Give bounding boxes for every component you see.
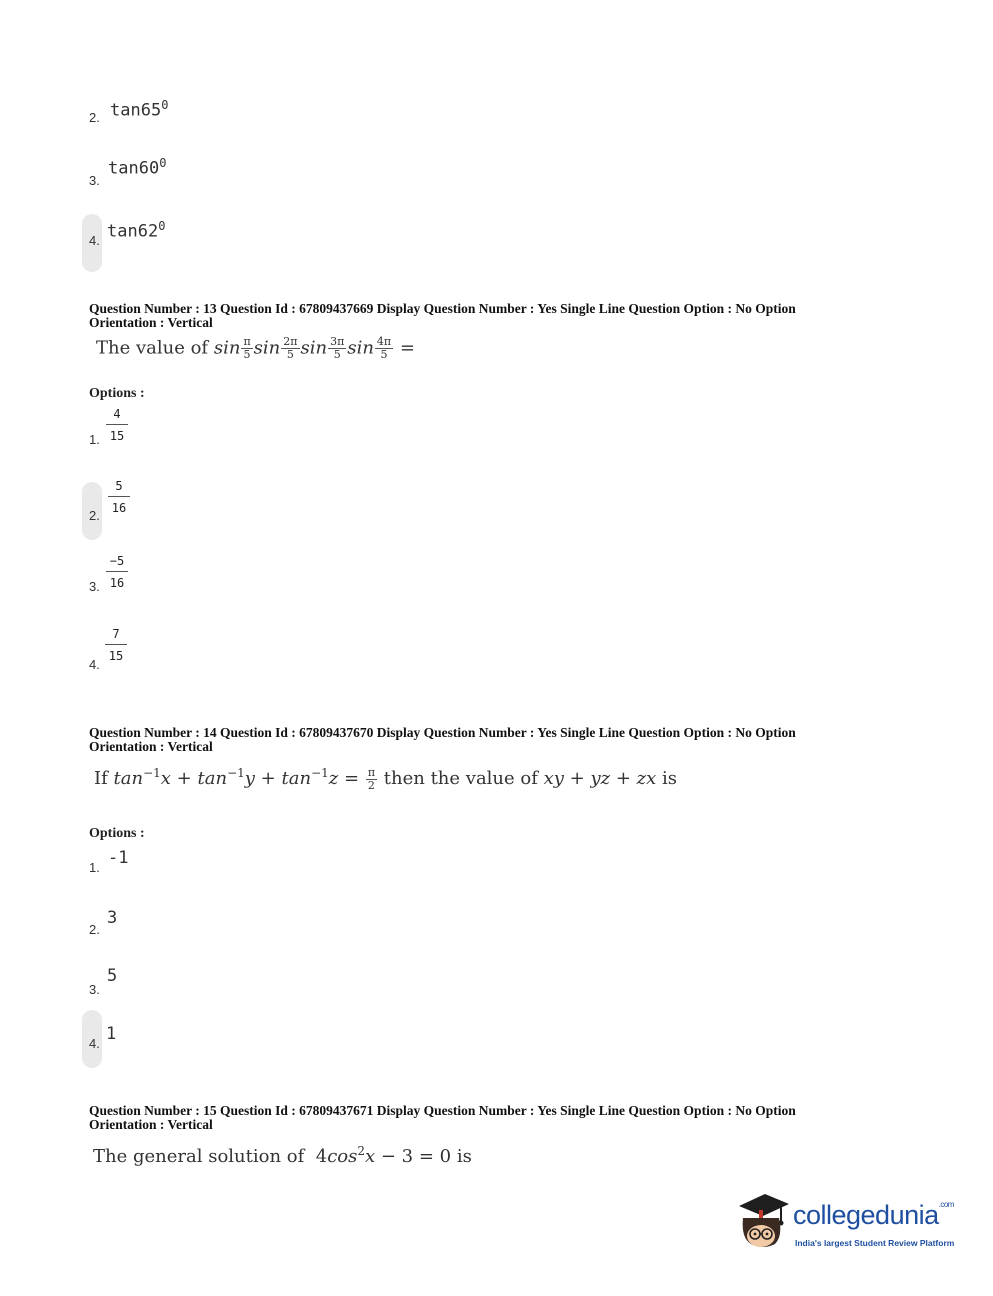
collegedunia-logo[interactable] xyxy=(735,1188,965,1258)
q12-option-2-number: 2. xyxy=(89,110,100,125)
q13-fraction-1: $\frac{\pi}{5}$ xyxy=(243,335,251,361)
q13-option-1[interactable]: 4 15 xyxy=(106,407,128,443)
q14-option-1-number: 1. xyxy=(89,860,100,875)
q12-option-4-value: tan62 xyxy=(107,221,159,242)
q14-meta-line2: Orientation : Vertical xyxy=(89,739,213,754)
q14-tan-3: tan xyxy=(281,768,312,789)
q13-option-1-number: 1. xyxy=(89,432,100,447)
q14-option-2[interactable]: 3 xyxy=(107,908,118,928)
q13-question-text: The value of xyxy=(96,337,209,359)
q14-tan-2: tan xyxy=(197,768,228,789)
logo-name: collegedunia xyxy=(793,1200,939,1230)
q14-question: If $\tan^{-1}x + \tan^{-1}y + \tan^{-1}z$ = $\frac{\pi}{2}$ then the value of xy + yz + zx is xyxy=(94,765,678,792)
q14-pi-over-2: $\frac{\pi}{2}$ xyxy=(367,765,376,792)
q13-option-2[interactable]: 5 16 xyxy=(108,479,130,515)
q13-sin-1: sin xyxy=(213,337,241,359)
q13-sin-2: sin xyxy=(253,337,281,359)
q14-option-3[interactable]: 5 xyxy=(107,966,118,986)
q12-option-2-superscript: 0 xyxy=(161,98,169,112)
q14-option-4[interactable]: 1 xyxy=(106,1024,117,1044)
q12-option-2-value: tan65 xyxy=(110,100,162,121)
q13-options-label: Options : xyxy=(89,386,145,401)
q13-option-3-number: 3. xyxy=(89,579,100,594)
q13-equals: = xyxy=(399,337,415,359)
q14-meta xyxy=(89,726,796,754)
q14-option-1[interactable]: -1 xyxy=(108,848,129,868)
q14-option-3-number: 3. xyxy=(89,982,100,997)
q13-option-2-number: 2. xyxy=(89,508,100,523)
q12-option-4-superscript: 0 xyxy=(158,219,166,233)
q13-sin-4: sin xyxy=(347,337,374,359)
q14-expression: xy + yz + zx xyxy=(543,768,657,789)
q12-option-3-text[interactable] xyxy=(108,156,166,179)
mascot-icon xyxy=(735,1188,791,1254)
q13-meta-line1: Question Number : 13 Question Id : 67809437669 Display Question Number : Yes Single Line Question Option : No Option xyxy=(89,301,796,316)
q15-cos: cos xyxy=(327,1146,358,1167)
q13-fraction-3: $\frac{3\pi}{5}$ xyxy=(330,335,345,361)
q14-then-text: then the value of xyxy=(383,768,538,789)
q13-option-4-number: 4. xyxy=(89,657,100,672)
q15-meta xyxy=(89,1104,796,1132)
q13-sin-3: sin xyxy=(300,337,328,359)
q15-question: The general solution of $4\cos^2x - 3 = 0$ is xyxy=(93,1144,472,1167)
q13-fraction-4: $\frac{4\pi}{5}$ xyxy=(376,335,392,361)
q12-option-4-text[interactable] xyxy=(107,219,165,242)
q14-meta-line1: Question Number : 14 Question Id : 67809437670 Display Question Number : Yes Single Line Question Option : No Option xyxy=(89,725,796,740)
q14-option-4-number: 4. xyxy=(89,1036,100,1051)
q13-meta xyxy=(89,302,796,330)
logo-tagline: India's largest Student Review Platform xyxy=(795,1238,955,1248)
q13-option-4[interactable]: 7 15 xyxy=(105,627,127,663)
q15-meta-line2: Orientation : Vertical xyxy=(89,1117,213,1132)
q14-if: If xyxy=(94,768,108,789)
q12-option-3-number: 3. xyxy=(89,173,100,188)
q13-meta-line2: Orientation : Vertical xyxy=(89,315,213,330)
q14-options-label: Options : xyxy=(89,826,145,841)
q14-option-2-number: 2. xyxy=(89,922,100,937)
q13-question xyxy=(96,336,415,361)
q12-option-2-text[interactable] xyxy=(110,98,168,121)
q15-question-text: The general solution of xyxy=(93,1146,305,1167)
q13-fraction-2: $\frac{2\pi}{5}$ xyxy=(283,335,298,361)
logo-wordmark xyxy=(793,1200,954,1231)
logo-com: .com xyxy=(938,1200,954,1209)
q14-tan-1: tan xyxy=(113,768,144,789)
q13-option-3[interactable]: −5 16 xyxy=(106,554,128,590)
q12-option-3-value: tan60 xyxy=(108,158,160,179)
q12-option-3-superscript: 0 xyxy=(159,156,167,170)
q12-option-4-number: 4. xyxy=(89,233,100,248)
q15-meta-line1: Question Number : 15 Question Id : 67809437671 Display Question Number : Yes Single Line Question Option : No Option xyxy=(89,1103,796,1118)
